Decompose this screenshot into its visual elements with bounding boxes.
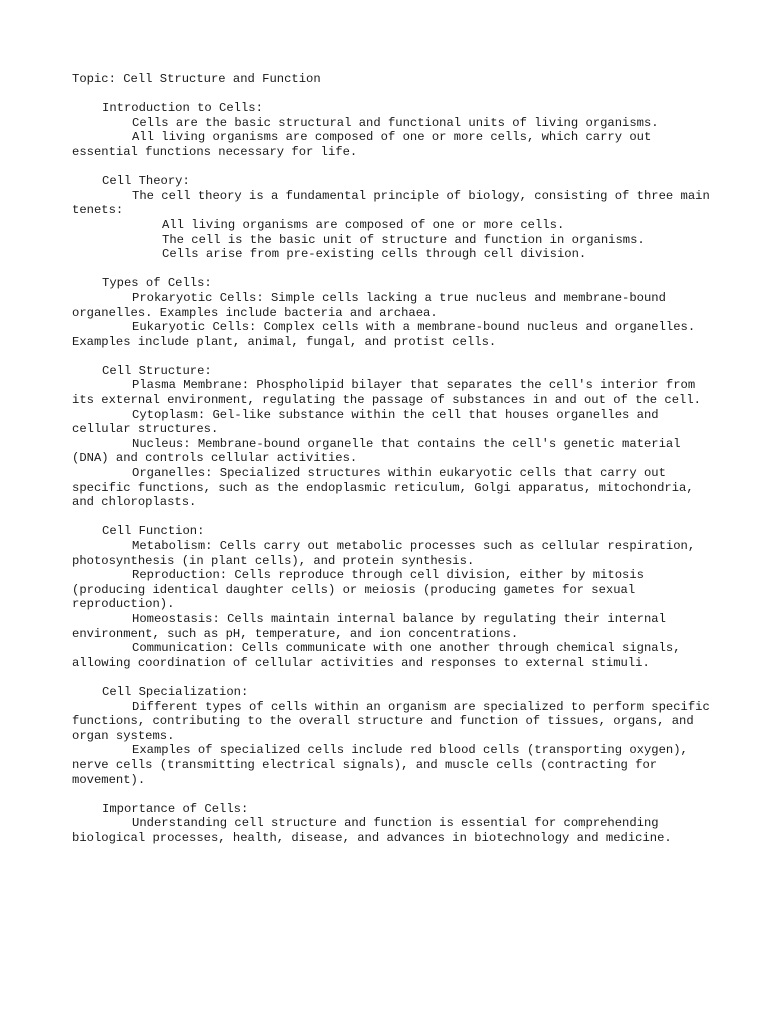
- section-paragraph: Cells are the basic structural and functional units of living organisms.: [132, 115, 659, 130]
- section-paragraph: Homeostasis: Cells maintain internal balance by regulating their internal environment, such as pH, temperature, and ion concentrations.: [72, 611, 674, 641]
- spacer: [72, 160, 712, 175]
- section-paragraph: Cytoplasm: Gel-like substance within the cell that houses organelles and cellular structures.: [72, 407, 666, 437]
- section-title: Introduction to Cells:: [102, 101, 263, 116]
- spacer: [72, 349, 712, 364]
- section-paragraph: Reproduction: Cells reproduce through cell division, either by mitosis (producing identical daughter cells) or meiosis (producing gametes for sexual reproduction).: [72, 568, 652, 612]
- section-paragraph: Communication: Cells communicate with one another through chemical signals, allowing coordination of cellular activities and responses to external stimuli.: [72, 641, 688, 670]
- section-cell-structure: [72, 364, 712, 510]
- section-cell-theory: [72, 174, 718, 262]
- document-topic: Topic: Cell Structure and Function: [72, 72, 321, 86]
- section-paragraph: Metabolism: Cells carry out metabolic processes such as cellular respiration, photosynthesis (in plant cells), and protein synthesis.: [72, 539, 703, 568]
- spacer: [72, 87, 712, 102]
- section-title: Cell Function:: [102, 524, 205, 539]
- tenet-item: All living organisms are composed of one or more cells.: [162, 217, 565, 232]
- section-title: Types of Cells:: [102, 276, 212, 291]
- section-paragraph: Nucleus: Membrane-bound organelle that contains the cell's genetic material (DNA) and controls cellular activities.: [72, 436, 688, 466]
- section-title: Cell Theory:: [102, 174, 190, 189]
- section-cell-specialization: [72, 684, 718, 787]
- section-importance-of-cells: [72, 802, 712, 846]
- section-paragraph: Organelles: Specialized structures within eukaryotic cells that carry out specific functions, such as the endoplasmic reticulum, Golgi apparatus, mitochondria, and chloroplasts.: [72, 466, 701, 510]
- section-paragraph: Prokaryotic Cells: Simple cells lacking a true nucleus and membrane-bound organelles. Examples include bacteria and archaea.: [72, 290, 674, 320]
- spacer: [72, 787, 712, 802]
- section-title: Importance of Cells:: [102, 801, 249, 816]
- section-paragraph: Understanding cell structure and function is essential for comprehending biological processes, health, disease, and advances in biotechnology and medicine.: [72, 816, 672, 845]
- section-title: Cell Structure:: [102, 363, 212, 378]
- section-paragraph: Eukaryotic Cells: Complex cells with a membrane-bound nucleus and organelles. Examples include plant, animal, fungal, and protist cells.: [72, 320, 703, 349]
- section-cell-function: [72, 524, 712, 670]
- spacer: [72, 262, 712, 277]
- section-types-of-cells: [72, 276, 712, 349]
- spacer: [72, 510, 712, 525]
- tenet-item: The cell is the basic unit of structure and function in organisms.: [162, 232, 645, 247]
- section-paragraph: All living organisms are composed of one or more cells, which carry out essential functions necessary for life.: [72, 130, 659, 159]
- section-title: Cell Specialization:: [102, 684, 249, 699]
- document-page: [72, 72, 718, 845]
- section-paragraph: The cell theory is a fundamental principle of biology, consisting of three main tenets:: [72, 188, 718, 218]
- section-introduction: [72, 101, 712, 159]
- section-paragraph: Different types of cells within an organism are specialized to perform specific functions, contributing to the overall structure and function of tissues, organs, and organ systems.: [72, 699, 718, 743]
- section-paragraph: Examples of specialized cells include red blood cells (transporting oxygen), nerve cells (transmitting electrical signals), and muscle cells (contracting for movement).: [72, 743, 696, 787]
- section-paragraph: Plasma Membrane: Phospholipid bilayer that separates the cell's interior from its external environment, regulating the passage of substances in and out of the cell.: [72, 378, 703, 408]
- tenet-item: Cells arise from pre-existing cells through cell division.: [162, 247, 587, 262]
- spacer: [72, 670, 712, 685]
